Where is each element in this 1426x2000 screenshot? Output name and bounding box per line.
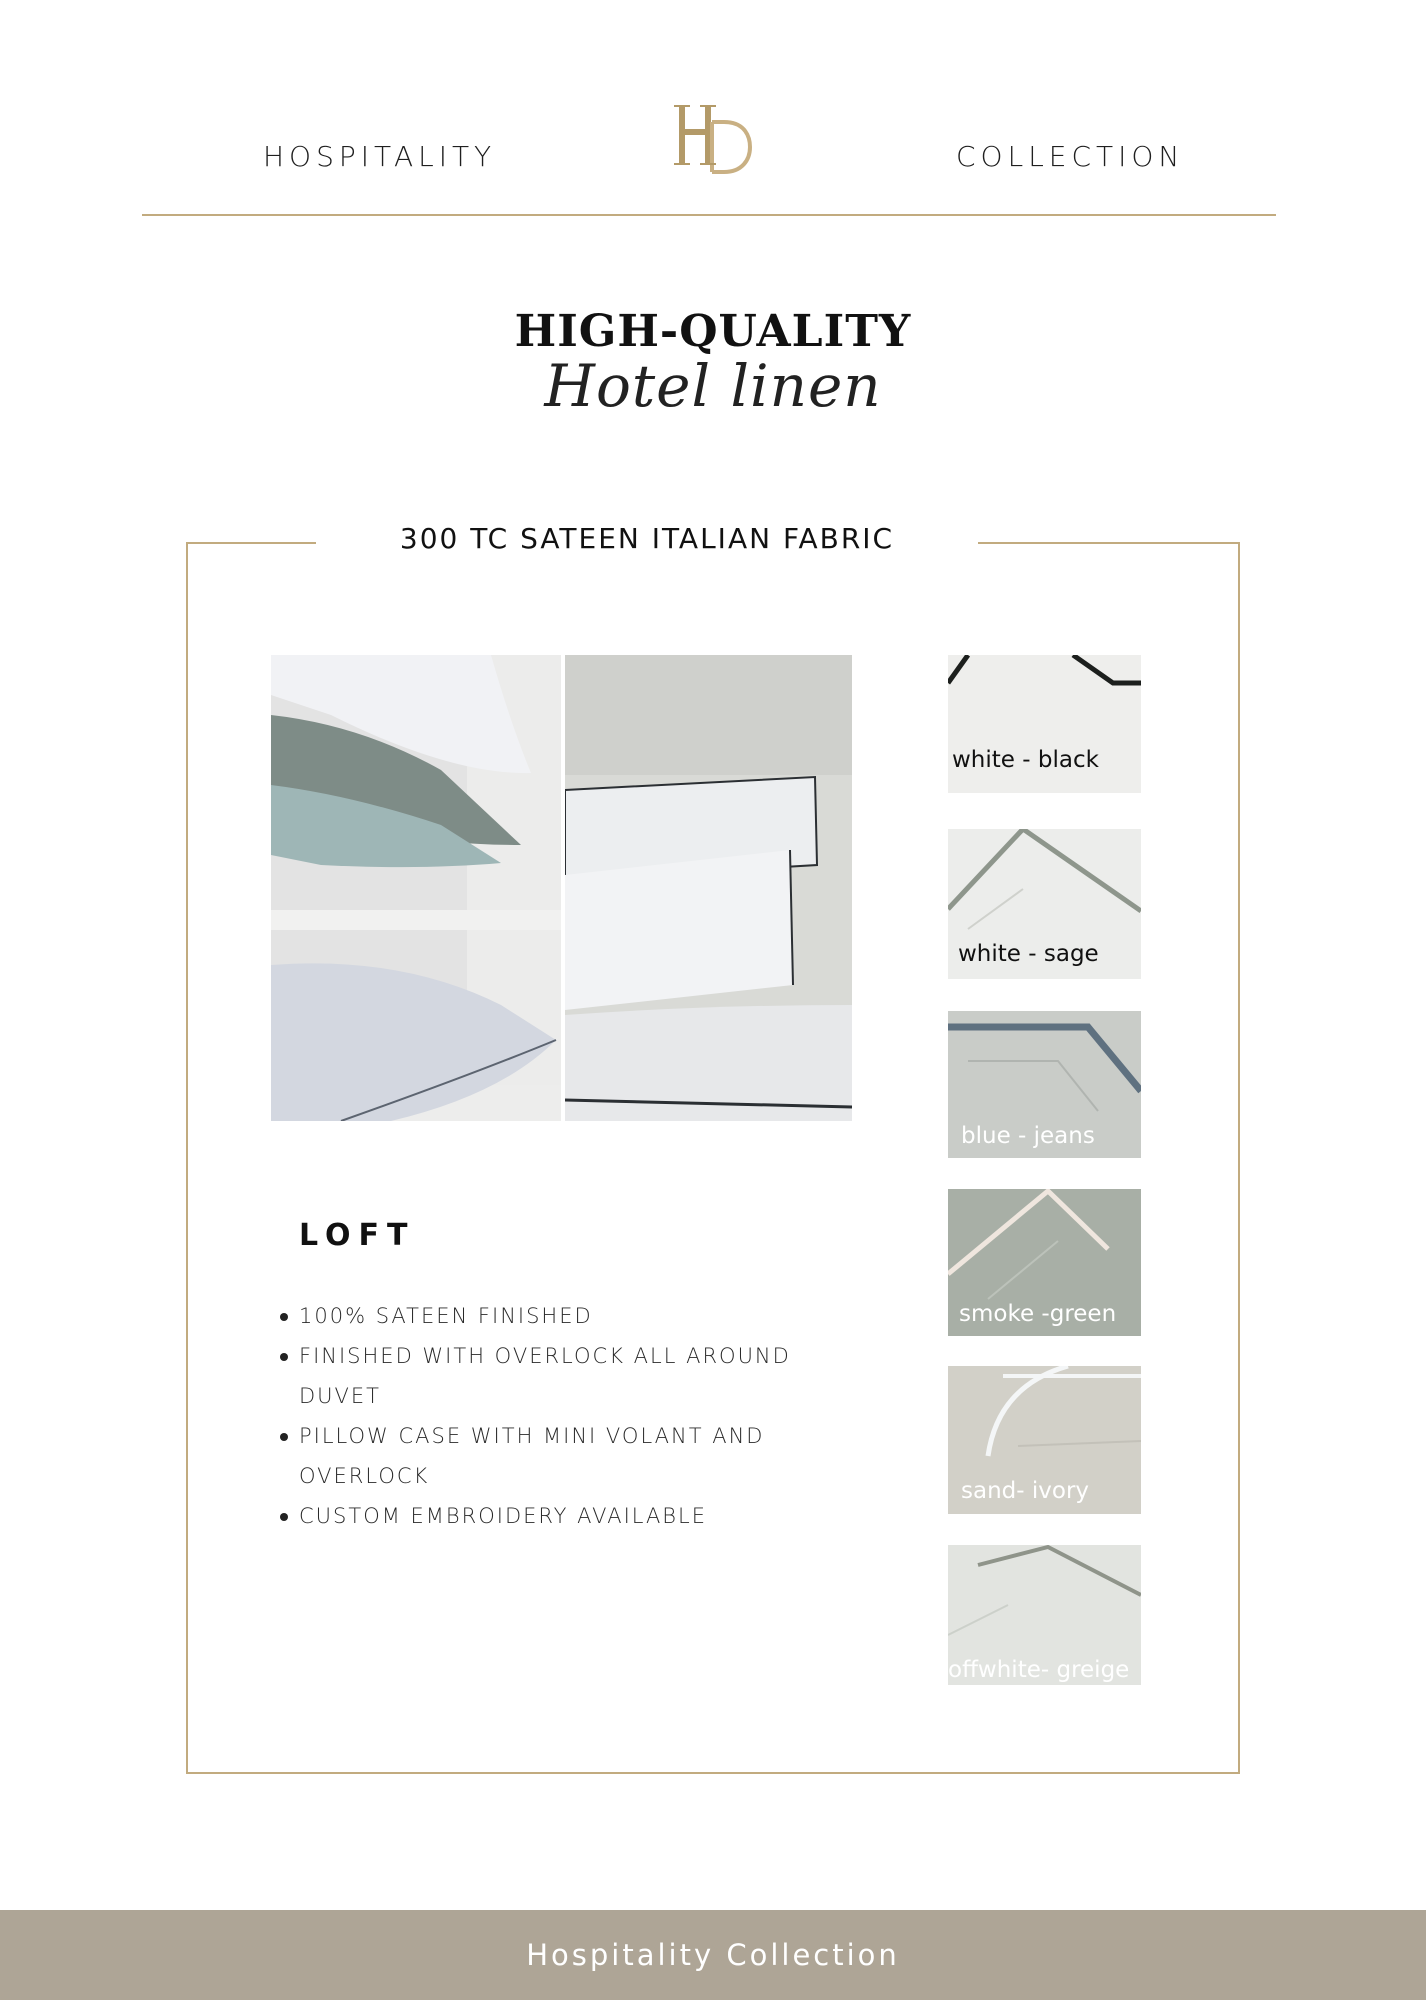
swatch-sand-ivory [948, 1366, 1141, 1514]
swatch-label: white - black [952, 747, 1099, 773]
page-subtitle-script: Hotel linen [544, 352, 882, 420]
swatch-label: white - sage [958, 941, 1099, 967]
frame-right-line [1238, 542, 1240, 1774]
product-name: LOFT [299, 1218, 416, 1253]
bullet-icon [280, 1433, 288, 1441]
swatch-label: sand- ivory [961, 1478, 1090, 1504]
brand-logo [672, 100, 756, 176]
bed-pillows-photo [565, 655, 852, 1121]
header-left-word: HOSPITALITY [263, 140, 497, 173]
swatch-white-black [948, 655, 1141, 793]
swatch-white-sage [948, 829, 1141, 979]
feature-list [278, 1296, 838, 1536]
swatch-label: offwhite- greige [948, 1657, 1130, 1683]
swatch-smoke-green [948, 1189, 1141, 1336]
feature-item: 100% SATEEN FINISHED [278, 1296, 838, 1336]
header-right-word: COLLECTION [956, 140, 1185, 173]
bullet-icon [280, 1353, 288, 1361]
bullet-icon [280, 1313, 288, 1321]
feature-item: FINISHED WITH OVERLOCK ALL AROUND DUVET [278, 1336, 838, 1416]
pillow-stack-photo [271, 655, 561, 1121]
page-title: HIGH-QUALITY [514, 306, 912, 357]
frame-top-right-line [978, 542, 1240, 544]
footer-text: Hospitality Collection [526, 1938, 900, 1972]
feature-item: CUSTOM EMBROIDERY AVAILABLE [278, 1496, 838, 1536]
frame-bottom-line [186, 1772, 1240, 1774]
fabric-heading: 300 TC SATEEN ITALIAN FABRIC [399, 522, 895, 555]
swatch-blue-jeans [948, 1011, 1141, 1158]
header-divider [142, 214, 1276, 216]
frame-top-left-line [186, 542, 316, 544]
swatch-label: blue - jeans [961, 1123, 1095, 1149]
bullet-icon [280, 1513, 288, 1521]
swatch-label: smoke -green [959, 1301, 1117, 1327]
feature-item: PILLOW CASE WITH MINI VOLANT AND OVERLOCK [278, 1416, 838, 1496]
frame-left-line [186, 542, 188, 1774]
swatch-offwhite-greige [948, 1545, 1141, 1685]
